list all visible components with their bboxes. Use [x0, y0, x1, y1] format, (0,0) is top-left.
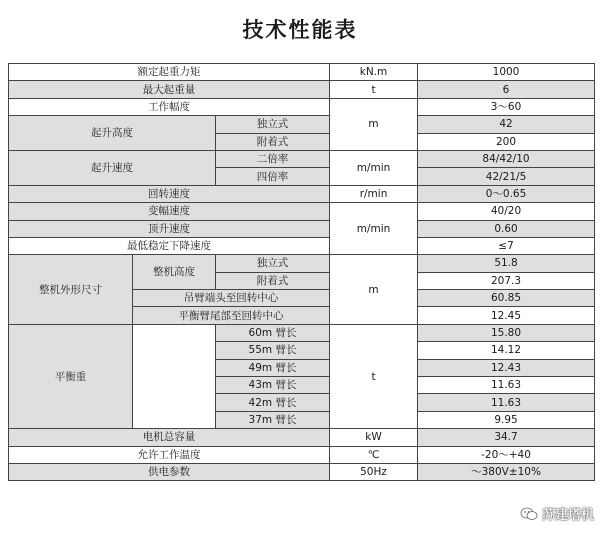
- table-row: [9, 237, 595, 254]
- row-unit: 50Hz: [330, 463, 418, 480]
- row-unit: m/min: [330, 150, 418, 185]
- row-label: 平衡重: [9, 324, 133, 428]
- row-value: 3～60: [418, 98, 595, 115]
- row-label: 回转速度: [9, 185, 330, 202]
- row-value: 34.7: [418, 429, 595, 446]
- row-unit: m: [330, 98, 418, 150]
- row-label: 电机总容量: [9, 429, 330, 446]
- row-sublabel: 附着式: [216, 272, 330, 289]
- row-value: 84/42/10: [418, 150, 595, 167]
- row-sublabel: 49m 臂长: [216, 359, 330, 376]
- row-sublabel: 独立式: [216, 255, 330, 272]
- row-label: 起升速度: [9, 150, 216, 185]
- wechat-icon: [520, 507, 538, 521]
- row-value: 11.63: [418, 377, 595, 394]
- watermark-text: 苏建塔机: [541, 508, 594, 523]
- row-unit: m/min: [330, 203, 418, 255]
- row-value: 0.60: [418, 220, 595, 237]
- row-value: 0～0.65: [418, 185, 595, 202]
- row-unit: kW: [330, 429, 418, 446]
- page-title: 技术性能表: [242, 18, 358, 42]
- row-unit: t: [330, 324, 418, 428]
- row-value: 12.43: [418, 359, 595, 376]
- row-label: 最大起重量: [9, 81, 330, 98]
- row-value: 11.63: [418, 394, 595, 411]
- row-label: 整机外形尺寸: [9, 255, 133, 325]
- table-row: [9, 203, 595, 220]
- row-value: 40/20: [418, 203, 595, 220]
- blank-cell: [133, 324, 216, 428]
- row-sublabel: 43m 臂长: [216, 377, 330, 394]
- spec-table: [8, 63, 595, 481]
- table-row: [9, 446, 595, 463]
- row-value: 42/21/5: [418, 168, 595, 185]
- row-sublabel: 四倍率: [216, 168, 330, 185]
- row-value: -20～+40: [418, 446, 595, 463]
- table-row: [9, 150, 595, 167]
- row-sublabel: 二倍率: [216, 150, 330, 167]
- row-sublabel: 55m 臂长: [216, 342, 330, 359]
- watermark: [520, 504, 594, 523]
- row-sublabel: 42m 臂长: [216, 394, 330, 411]
- table-row: [9, 64, 595, 81]
- row-sublabel: 独立式: [216, 116, 330, 133]
- row-label: 最低稳定下降速度: [9, 237, 330, 254]
- row-value: ～380V±10%: [418, 463, 595, 480]
- row-label: 顶升速度: [9, 220, 330, 237]
- row-value: 15.80: [418, 324, 595, 341]
- row-label: 额定起重力矩: [9, 64, 330, 81]
- row-sublabel: 60m 臂长: [216, 324, 330, 341]
- row-value: 200: [418, 133, 595, 150]
- row-unit: r/min: [330, 185, 418, 202]
- row-label: 允许工作温度: [9, 446, 330, 463]
- table-row: [9, 429, 595, 446]
- row-label: 供电参数: [9, 463, 330, 480]
- row-value: 6: [418, 81, 595, 98]
- table-row: [9, 98, 595, 115]
- table-row: [9, 255, 595, 272]
- table-row: [9, 324, 595, 341]
- row-value: 9.95: [418, 411, 595, 428]
- row-label: 工作幅度: [9, 98, 330, 115]
- row-value: 14.12: [418, 342, 595, 359]
- row-sublabel: 37m 臂长: [216, 411, 330, 428]
- row-sublabel: 平衡臂尾部至回转中心: [133, 307, 330, 324]
- table-row: [9, 81, 595, 98]
- row-unit: kN.m: [330, 64, 418, 81]
- table-row: [9, 116, 595, 133]
- table-row: [9, 185, 595, 202]
- table-row: [9, 463, 595, 480]
- row-value: ≤7: [418, 237, 595, 254]
- row-value: 51.8: [418, 255, 595, 272]
- row-value: 12.45: [418, 307, 595, 324]
- row-value: 207.3: [418, 272, 595, 289]
- row-unit: t: [330, 81, 418, 98]
- row-label: 变幅速度: [9, 203, 330, 220]
- row-sublabel: 附着式: [216, 133, 330, 150]
- row-value: 42: [418, 116, 595, 133]
- row-value: 1000: [418, 64, 595, 81]
- table-row: [9, 220, 595, 237]
- row-sublabel: 吊臂端头至回转中心: [133, 290, 330, 307]
- row-value: 60.85: [418, 290, 595, 307]
- row-unit: ℃: [330, 446, 418, 463]
- row-unit: m: [330, 255, 418, 325]
- row-label: 起升高度: [9, 116, 216, 151]
- row-sublabel: 整机高度: [133, 255, 216, 290]
